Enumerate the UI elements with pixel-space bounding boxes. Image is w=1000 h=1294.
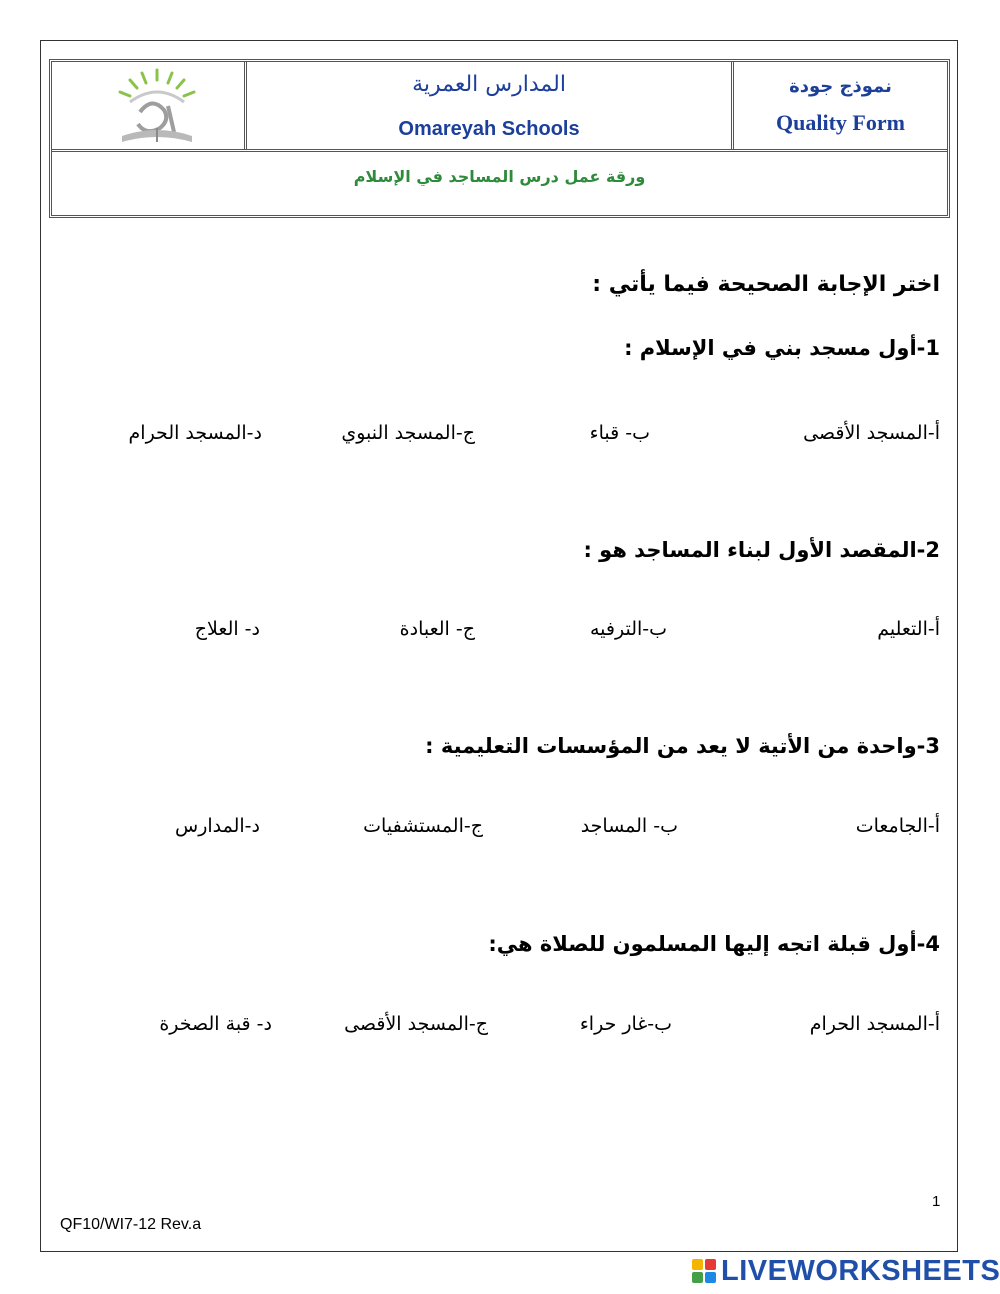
question-2: 2-المقصد الأول لبناء المساجد هو : (583, 538, 940, 562)
liveworksheets-logo-icon (691, 1258, 717, 1284)
option-2a[interactable]: أ-التعليم (877, 618, 940, 640)
school-logo-icon (112, 66, 202, 148)
worksheet-title: ورقة عمل درس المساجد في الإسلام (353, 167, 646, 186)
option-1a[interactable]: أ-المسجد الأقصى (803, 422, 940, 444)
option-3b[interactable]: ب- المساجد (580, 815, 678, 837)
option-4b[interactable]: ب-غار حراء (579, 1013, 672, 1035)
quality-form-cell (734, 62, 947, 149)
form-code: QF10/WI7-12 Rev.a (60, 1216, 202, 1233)
option-1c[interactable]: ج-المسجد النبوي (341, 422, 475, 444)
option-2c[interactable]: ج- العبادة (399, 618, 475, 640)
option-4d[interactable]: د- قبة الصخرة (159, 1013, 272, 1035)
quality-form-english: Quality Form (776, 110, 905, 135)
school-name-cell (247, 62, 734, 149)
quality-form-arabic: نموذج جودة (789, 76, 892, 97)
option-2d[interactable]: د- العلاج (194, 618, 260, 640)
option-1b[interactable]: ب- قباء (589, 422, 650, 444)
header-table (49, 59, 950, 218)
option-2b[interactable]: ب-الترفيه (589, 618, 667, 640)
logo-cell (52, 62, 247, 149)
option-4a[interactable]: أ-المسجد الحرام (809, 1013, 940, 1035)
page-number: 1 (932, 1193, 941, 1210)
header-row (52, 62, 947, 152)
option-3d[interactable]: د-المدارس (175, 815, 260, 837)
option-1d[interactable]: د-المسجد الحرام (128, 422, 262, 444)
school-name-english: Omareyah Schools (398, 118, 580, 140)
page-border (40, 40, 958, 1252)
school-name-arabic: المدارس العمرية (412, 72, 566, 97)
instruction: اختر الإجابة الصحيحة فيما يأتي : (592, 272, 940, 297)
question-4: 4-أول قبلة اتجه إليها المسلمون للصلاة هي: (488, 932, 940, 956)
option-3c[interactable]: ج-المستشفيات (363, 815, 483, 837)
brand-text: LIVEWORKSHEETS (721, 1254, 1000, 1287)
liveworksheets-brand[interactable] (691, 1254, 1000, 1287)
question-3: 3-واحدة من الأتية لا يعد من المؤسسات التعليمية : (425, 734, 940, 758)
option-3a[interactable]: أ-الجامعات (855, 815, 940, 837)
option-4c[interactable]: ج-المسجد الأقصى (344, 1013, 488, 1035)
question-1: 1-أول مسجد بني في الإسلام : (624, 336, 940, 360)
